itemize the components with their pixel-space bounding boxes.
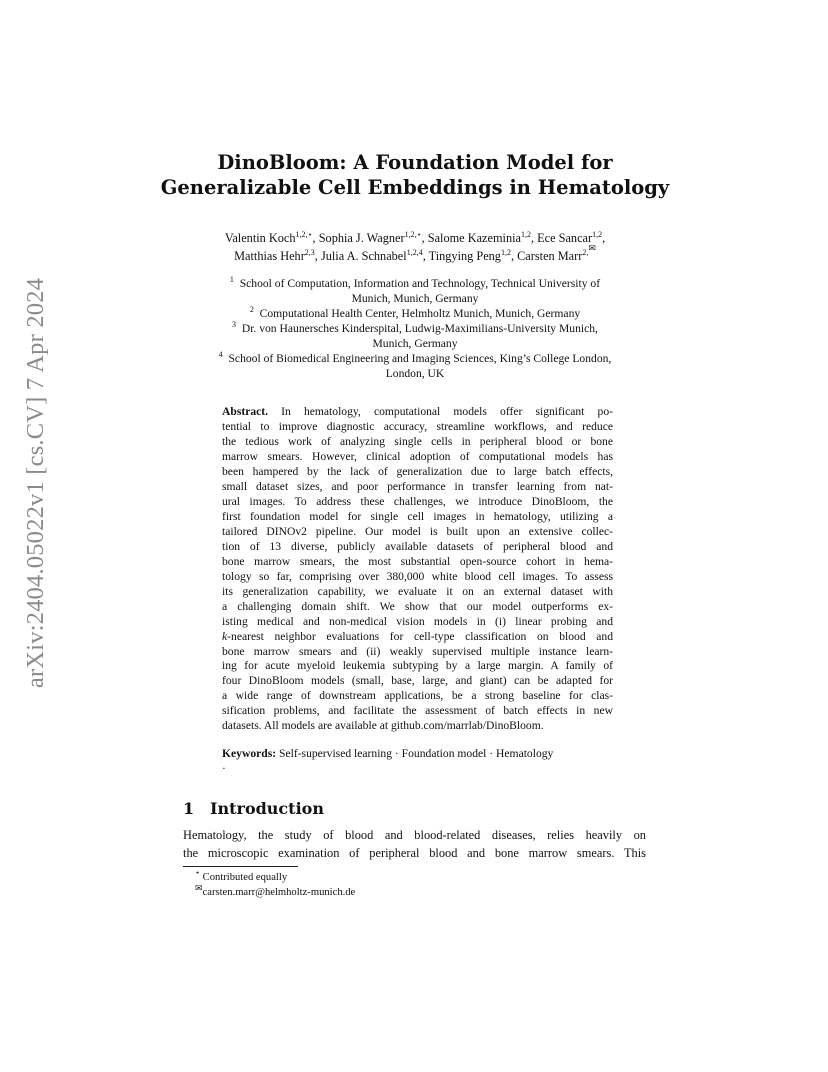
author-name: Sophia J. Wagner xyxy=(318,231,405,245)
author-separator: , xyxy=(602,231,606,245)
affiliation-number: 1 xyxy=(229,275,234,284)
footnote-contribution xyxy=(195,870,355,885)
affiliation-text: School of Biomedical Engineering and Imaging Sciences, King’s College London, xyxy=(228,352,612,365)
abstract-line xyxy=(222,630,613,645)
section-number: 1 xyxy=(183,799,195,818)
abstract-line-text: -nearest neighbor evaluations for cell-type classification on blood and xyxy=(227,629,613,643)
abstract-line: bone marrow smears and (ii) weakly supervised multiple instance learn- xyxy=(222,644,613,658)
affiliation-number: 2 xyxy=(249,305,254,314)
author-name: Julia A. Schnabel xyxy=(320,249,407,263)
title-line-2: Generalizable Cell Embeddings in Hematology xyxy=(160,176,670,199)
abstract-block xyxy=(222,405,613,734)
keywords-line xyxy=(222,746,622,761)
abstract-line: been hampered by the lack of generalization due to large batch effects, xyxy=(222,464,613,478)
body-paragraph xyxy=(183,826,646,862)
section-title: Introduction xyxy=(210,799,324,818)
author-affiliation-marks: 2,✉ xyxy=(582,243,596,257)
section-heading xyxy=(183,799,324,818)
author-affiliation-marks: 1,2,⋆ xyxy=(295,230,313,239)
author-name: Valentin Koch xyxy=(224,231,296,245)
keywords-text: Self-supervised learning · Foundation model · Hematology xyxy=(279,747,554,760)
affiliation-4-continued: London, UK xyxy=(385,367,445,380)
footnote-star-mark: ⋆ xyxy=(195,868,201,877)
author-line-2 xyxy=(150,243,680,265)
author-affiliation-marks: 2,3 xyxy=(304,248,315,257)
footnotes xyxy=(195,870,355,900)
author-affiliation-marks: 1,2,4 xyxy=(406,248,423,257)
abstract-line: its generalization capability, we evaluate it on an external dataset with xyxy=(222,584,613,598)
affiliation-text: Dr. von Haunersches Kinderspital, Ludwig-Maximilians-University Munich, xyxy=(241,322,598,335)
title-line-1: DinoBloom: A Foundation Model for xyxy=(217,151,613,174)
arxiv-identifier-stamp xyxy=(14,277,58,689)
affiliation-3 xyxy=(170,321,660,336)
author-separator: , xyxy=(422,249,429,263)
author-separator: , xyxy=(530,231,538,245)
author-affiliation-marks: 1,2 xyxy=(500,248,511,257)
abstract-line: four DinoBloom models (small, base, large, and giant) can be adapted for xyxy=(222,674,613,688)
affiliation-2 xyxy=(170,306,660,321)
author-affiliation-marks: 1,2 xyxy=(520,230,531,239)
abstract-line: first foundation model for single cell images in hematology, utilizing a xyxy=(222,509,613,523)
affiliation-1-continued: Munich, Munich, Germany xyxy=(351,292,479,305)
abstract-line-text: In hematology, computational models offer significant po- xyxy=(281,405,613,418)
author-name: Tingying Peng xyxy=(428,249,501,263)
abstract-line: a challenging domain shift. We show that our model outperforms ex- xyxy=(222,599,613,613)
author-name: Matthias Hehr xyxy=(234,249,305,263)
author-name: Ece Sancar xyxy=(537,231,593,245)
affiliation-3-continued: Munich, Germany xyxy=(372,337,458,350)
k-variable: k xyxy=(222,629,228,643)
body-line: Hematology, the study of blood and blood-related diseases, relies heavily on xyxy=(183,828,646,842)
keywords-block xyxy=(222,746,622,776)
author-separator: , xyxy=(314,249,321,263)
abstract-line: tailored DINOv2 pipeline. Our model is built upon an extensive collec- xyxy=(222,524,613,538)
abstract-line: small dataset sizes, and poor performance in transfer learning from nat- xyxy=(222,479,613,493)
author-name: Carsten Marr xyxy=(517,249,583,263)
affiliation-number: 3 xyxy=(232,320,237,329)
author-affiliation-marks: 1,2,⋆ xyxy=(404,230,422,239)
abstract-line: marrow smears. However, clinical adoption of computational models has xyxy=(222,449,613,463)
footnote-email: ✉carsten.marr@helmholtz-munich.de xyxy=(195,883,356,898)
abstract-line: tential to improve diagnostic accuracy, streamline workflows, and reduce xyxy=(222,419,613,433)
abstract-label: Abstract. xyxy=(222,405,269,418)
abstract-line: isting medical and non-medical vision models in (i) linear probing and xyxy=(222,614,613,628)
affiliation-1 xyxy=(170,276,660,291)
abstract-line: tion of 13 diverse, publicly available datasets of peripheral blood and xyxy=(222,539,613,553)
abstract-line: bone marrow smears, the most substantial open-source cohort in hema- xyxy=(222,554,613,568)
arxiv-identifier-text: arXiv:2404.05022v1 [cs.CV] 7 Apr 2024 xyxy=(22,277,50,689)
author-name: Salome Kazeminia xyxy=(427,231,521,245)
abstract-line: datasets. All models are available at github.com/marrlab/DinoBloom. xyxy=(222,719,544,733)
abstract-line: ural images. To address these challenges, we introduce DinoBloom, the xyxy=(222,494,613,508)
author-list xyxy=(150,229,680,265)
author-separator: , xyxy=(421,231,428,245)
abstract-line: the tedious work of analyzing single cells in peripheral blood or bone xyxy=(222,434,613,448)
footnote-divider xyxy=(183,866,298,867)
abstract-line: a wide range of downstream applications, be a strong baseline for clas- xyxy=(222,689,613,703)
affiliation-text: School of Computation, Information and Technology, Technical University of xyxy=(239,277,601,290)
keywords-label: Keywords: xyxy=(222,747,277,760)
keywords-trailing: · xyxy=(222,762,226,775)
author-separator: , xyxy=(510,249,518,263)
corresponding-email: carsten.marr@helmholtz-munich.de xyxy=(202,887,356,898)
paper-title xyxy=(120,150,710,200)
affiliation-text: Computational Health Center, Helmholtz Munich, Munich, Germany xyxy=(259,307,581,320)
affiliation-list xyxy=(170,276,660,381)
abstract-line: sification problems, and facilitate the assessment of batch effects in new xyxy=(222,704,613,718)
affiliation-4 xyxy=(170,351,660,366)
abstract-line xyxy=(222,405,613,420)
abstract-line: tology so far, comprising over 380,000 white blood cell images. To assess xyxy=(222,569,613,583)
abstract-line: ing for acute myeloid leukemia subtyping by a large margin. A family of xyxy=(222,659,613,673)
author-affiliation-marks-text: 2, xyxy=(582,248,589,257)
affiliation-number: 4 xyxy=(218,350,223,359)
author-separator: , xyxy=(312,231,319,245)
author-line-1 xyxy=(150,229,680,247)
body-line: the microscopic examination of peripheral blood and bone marrow smears. This xyxy=(183,846,646,860)
author-affiliation-marks: 1,2 xyxy=(592,230,603,239)
footnote-contribution-text: Contributed equally xyxy=(202,872,288,883)
